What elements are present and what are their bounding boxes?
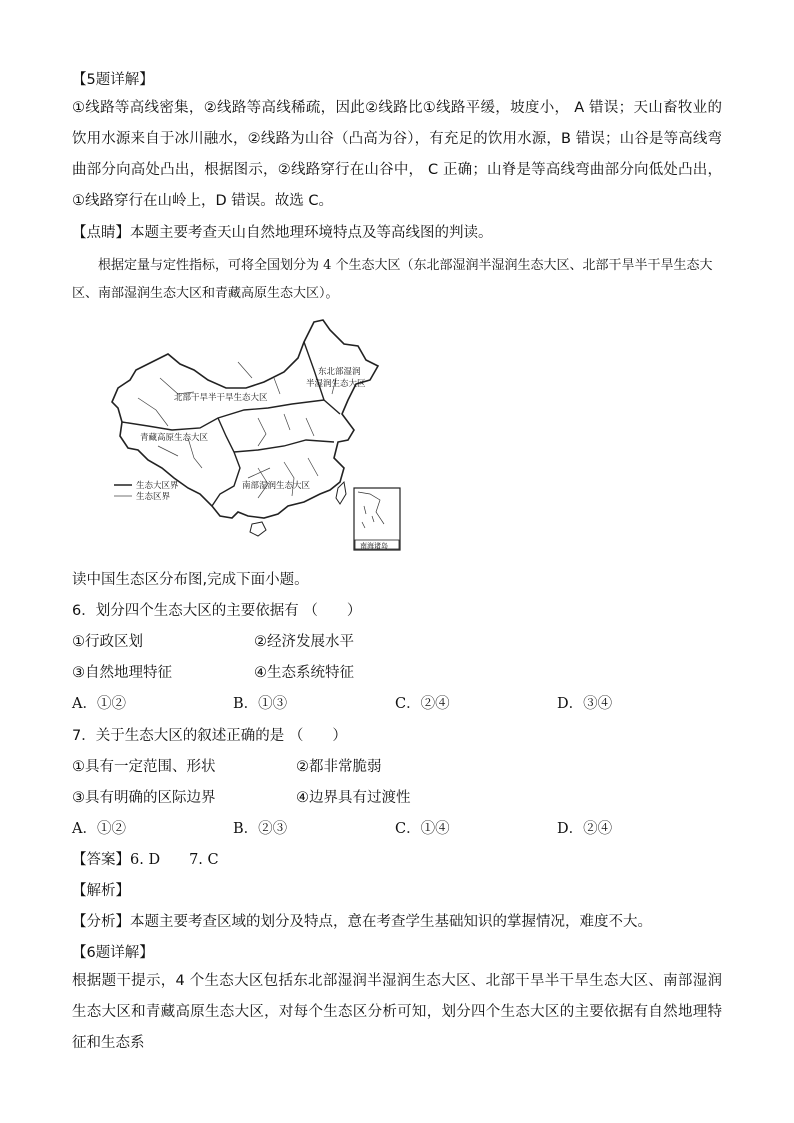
taiwan-island xyxy=(336,482,346,504)
q6-choice-d[interactable]: D．③④ xyxy=(557,696,613,712)
hainan-island xyxy=(250,522,266,536)
q7-choice-c[interactable]: C．①④ xyxy=(395,821,450,837)
label-northeast-line1: 东北部湿润 xyxy=(318,367,361,377)
label-qingzang: 青藏高原生态大区 xyxy=(140,433,209,443)
answer-text: 6. D 7. C xyxy=(130,852,219,868)
q7-statement-4: ④边界具有过渡性 xyxy=(296,790,411,806)
answer-label: 【答案】 xyxy=(72,852,130,868)
q7-choice-d[interactable]: D．②④ xyxy=(557,821,613,837)
q7-statement-2: ②都非常脆弱 xyxy=(296,759,382,775)
label-south: 南部湿润生态大区 xyxy=(242,481,311,491)
label-nanhai: 南海诸岛 xyxy=(360,542,388,550)
q6-detail-body: 根据题干提示，4 个生态大区包括东北部湿润半湿润生态大区、北部干旱半干旱生态大区、南部湿润生态大区和青藏高原生态大区，对每个生态区分析可知，划分四个生态大区的主要依据有自然地理特征和生态系 xyxy=(72,973,722,1051)
q7-choice-a[interactable]: A．①② xyxy=(72,821,126,837)
label-north: 北部干旱半干旱生态大区 xyxy=(174,393,268,403)
q7-stem: 7．关于生态大区的叙述正确的是 （ ） xyxy=(72,728,347,744)
major-boundary-northeast xyxy=(304,342,340,414)
q6-statement-3: ③自然地理特征 xyxy=(72,665,172,681)
q6-statement-2: ②经济发展水平 xyxy=(254,634,354,650)
map-intro-text: 根据定量与定性指标，可将全国划分为 4 个生态大区（东北部湿润半湿润生态大区、北部干旱半干旱生态大区、南部湿润生态大区和青藏高原生态大区）。 xyxy=(72,258,713,301)
q7-statement-1: ①具有一定范围、形状 xyxy=(72,759,216,775)
answer-line xyxy=(72,848,219,869)
major-boundary-north xyxy=(122,400,324,430)
fenxi-text: 【分析】本题主要考查区域的划分及特点，意在考查学生基础知识的掌握情况，难度不大。 xyxy=(72,914,652,930)
q6-choice-b[interactable]: B．①③ xyxy=(233,696,288,712)
dianjing-note: 【点睛】本题主要考查天山自然地理环境特点及等高线图的判读。 xyxy=(72,225,493,241)
jiexi-heading: 【解析】 xyxy=(72,883,130,899)
major-boundary-south xyxy=(234,440,334,452)
legend-minor-label: 生态区界 xyxy=(136,492,171,502)
q6-choice-c[interactable]: C．②④ xyxy=(395,696,450,712)
q7-choice-b[interactable]: B．②③ xyxy=(233,821,288,837)
legend-major-label: 生态大区界 xyxy=(136,481,179,491)
china-ecoregion-map xyxy=(108,318,408,552)
q7-statement-3: ③具有明确的区际边界 xyxy=(72,790,216,806)
q5-heading: 【5题详解】 xyxy=(72,72,154,88)
q6-stem: 6．划分四个生态大区的主要依据有 （ ） xyxy=(72,603,362,619)
q6-statement-4: ④生态系统特征 xyxy=(254,665,354,681)
read-prompt: 读中国生态区分布图,完成下面小题。 xyxy=(72,572,309,588)
major-boundary-qingzang xyxy=(212,418,240,506)
label-northeast-line2: 半湿润生态大区 xyxy=(306,379,366,389)
q6-choice-a[interactable]: A．①② xyxy=(72,696,126,712)
q5-body: ①线路等高线密集，②线路等高线稀疏，因此②线路比①线路平缓，坡度小， A 错误；天山畜牧业的饮用水源来自于冰川融水，②线路为山谷（凸高为谷），有充足的饮用水源，B 错误；山谷是等高线弯曲部分向高处凸出，根据图示，②线路穿行在山谷中， C 正确；山脊是等高线弯曲部分向低处凸出，①线路穿行在山岭上，D 错误。故选 C。 xyxy=(72,100,722,209)
q6-detail-heading: 【6题详解】 xyxy=(72,945,154,961)
q6-statement-1: ①行政区划 xyxy=(72,634,143,650)
